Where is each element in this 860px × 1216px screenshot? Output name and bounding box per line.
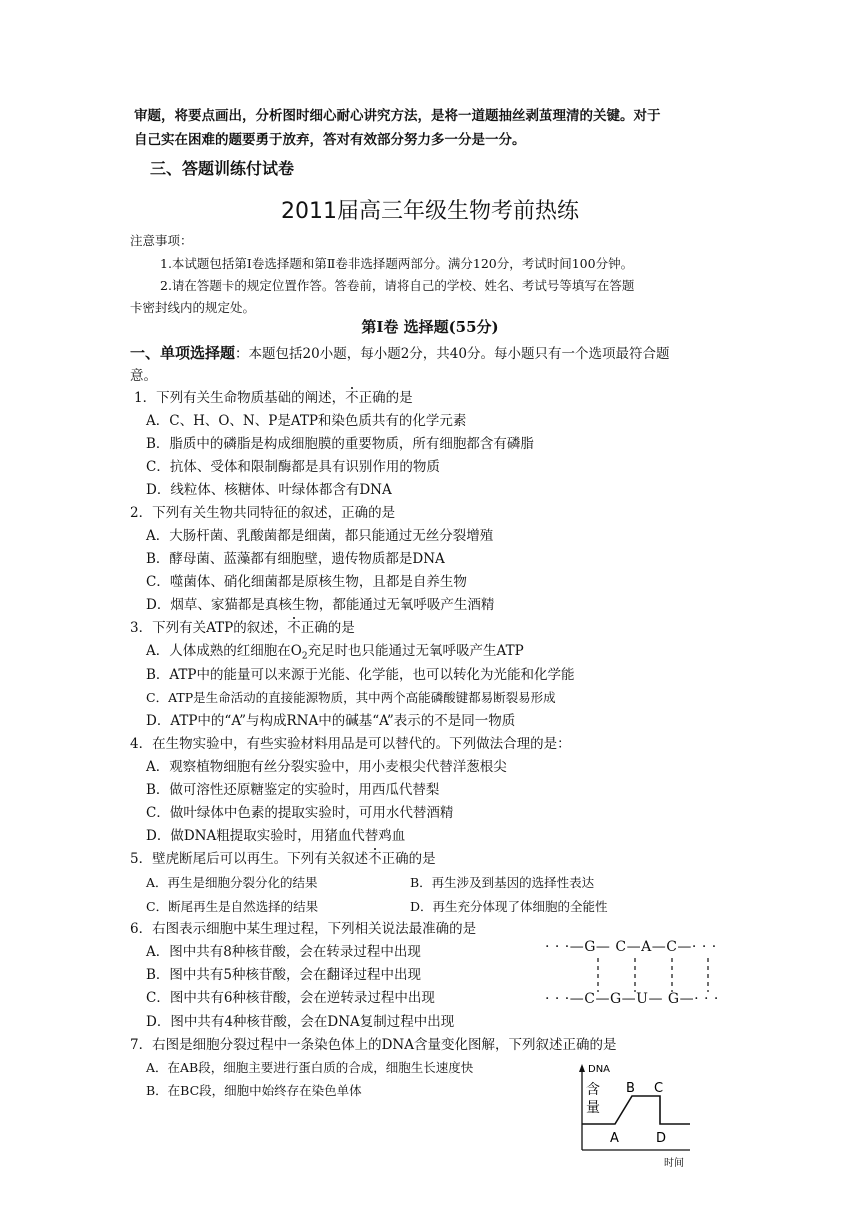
q1-stem-part-a: 1．下列有关生命物质基础的阐述， <box>134 390 346 406</box>
single-choice-desc: ：本题包括20小题，每小题2分，共40分。每小题只有一个选项最符合题 <box>235 346 670 362</box>
q1-stem <box>134 389 413 407</box>
q2-option-d: D．烟草、家猫都是真核生物，都能通过无氧呼吸产生酒精 <box>146 597 495 613</box>
point-b-label: B <box>626 1081 635 1096</box>
point-a-label: A <box>610 1131 619 1146</box>
q5-option-a: A．再生是细胞分裂分化的结果 <box>146 875 318 890</box>
point-d-label: D <box>656 1131 667 1146</box>
single-choice-label: 一、单项选择题 <box>130 344 236 362</box>
y-label-1: 含 <box>586 1082 600 1098</box>
q5-negation: 不 <box>368 851 382 867</box>
q4-stem: 4．在生物实验中，有些实验材料用品是可以替代的。下列做法合理的是： <box>130 736 571 752</box>
exam-title: 2011届高三年级生物考前热练 <box>281 199 579 224</box>
q5-option-d: D．再生充分体现了体细胞的全能性 <box>410 899 608 914</box>
q2-stem: 2．下列有关生物共同特征的叙述，正确的是 <box>130 505 396 521</box>
q5-stem-part-a: 5．壁虎断尾后可以再生。下列有关叙述 <box>130 851 369 867</box>
notice-item-1: 1.本试题包括第Ⅰ卷选择题和第Ⅱ卷非选择题两部分。满分120分，考试时间100分钟。 <box>160 256 634 271</box>
notice-item-2-line-2: 卡密封线内的规定处。 <box>130 300 256 315</box>
q3-option-c: C．ATP是生命活动的直接能源物质，其中两个高能磷酸键都易断裂易形成 <box>146 690 556 705</box>
q7-dna-content-graph <box>560 1062 710 1172</box>
q7-stem: 7．右图是细胞分裂过程中一条染色体上的DNA含量变化图解，下列叙述正确的是 <box>130 1037 617 1053</box>
q3-stem-part-a: 3．下列有关ATP的叙述， <box>130 620 288 636</box>
q3-option-a <box>146 642 524 666</box>
q1-stem-part-b: 正确的是 <box>358 390 413 406</box>
single-choice-desc-line-2: 意。 <box>130 368 157 384</box>
q3-option-a-part-1: A．人体成熟的红细胞在O <box>146 643 302 659</box>
notice-item-2-line-1: 2.请在答题卡的规定位置作答。答卷前，请将自己的学校、姓名、考试号等填写在答题 <box>160 278 635 293</box>
q6-option-d: D．图中共有4种核苷酸，会在DNA复制过程中出现 <box>146 1014 455 1030</box>
point-c-label: C <box>654 1081 664 1096</box>
q4-option-c: C．做叶绿体中色素的提取实验时，可用水代替酒精 <box>146 805 454 821</box>
q6-option-c: C．图中共有6种核苷酸，会在逆转录过程中出现 <box>146 990 435 1006</box>
q7-option-a: A．在AB段，细胞主要进行蛋白质的合成，细胞生长速度快 <box>146 1060 474 1075</box>
q6-top-strand: · · ·—G— C—A—C—· · · <box>545 939 717 955</box>
q3-option-b: B．ATP中的能量可以来源于光能、化学能，也可以转化为光能和化学能 <box>146 667 575 683</box>
q4-option-d: D．做DNA粗提取实验时，用猪血代替鸡血 <box>146 828 406 844</box>
q1-negation: 不 <box>345 390 359 406</box>
q4-option-a: A．观察植物细胞有丝分裂实验中，用小麦根尖代替洋葱根尖 <box>146 759 507 775</box>
q6-stem: 6．右图表示细胞中某生理过程，下列相关说法最准确的是 <box>130 921 477 937</box>
q4-option-b: B．做可溶性还原糖鉴定的实验时，用西瓜代替梨 <box>146 782 440 798</box>
q1-option-a: A．C、H、O、N、P是ATP和染色质共有的化学元素 <box>146 413 467 429</box>
y-label-top: DNA <box>588 1064 611 1075</box>
q3-stem-part-b: 正确的是 <box>300 620 355 636</box>
intro-line-1: 审题，将要点画出，分析图时细心耐心讲究方法，是将一道题抽丝剥茧理清的关键。对于 <box>134 108 661 124</box>
q3-option-a-part-2: 充足时也只能通过无氧呼吸产生ATP <box>307 643 524 659</box>
q3-option-d: D．ATP中的“A”与构成RNA中的碱基“A”表示的不是同一物质 <box>146 713 516 729</box>
q1-option-d: D．线粒体、核糖体、叶绿体都含有DNA <box>146 482 392 498</box>
q5-option-c: C．断尾再生是自然选择的结果 <box>146 899 319 914</box>
q6-bottom-strand: · · ·—C—G—U— G—· · · <box>545 991 719 1007</box>
q5-option-b: B．再生涉及到基因的选择性表达 <box>410 875 595 890</box>
x-label: 时间 <box>664 1158 684 1169</box>
single-choice-desc-line-1 <box>130 344 669 363</box>
q2-option-b: B．酵母菌、蓝藻都有细胞壁，遗传物质都是DNA <box>146 551 445 567</box>
part1-title: 第Ⅰ卷 选择题(55分) <box>361 318 499 336</box>
q2-option-a: A．大肠杆菌、乳酸菌都是细菌，都只能通过无丝分裂增殖 <box>146 528 494 544</box>
q6-option-b: B．图中共有5种核苷酸，会在翻译过程中出现 <box>146 967 422 983</box>
y-axis-arrow <box>579 1064 585 1072</box>
q5-stem <box>130 850 436 868</box>
q3-stem <box>130 619 355 637</box>
notice-heading: 注意事项： <box>130 233 193 248</box>
q2-option-c: C．噬菌体、硝化细菌都是原核生物，且都是自养生物 <box>146 574 467 590</box>
intro-line-2: 自己实在困难的题要勇于放弃，答对有效部分努力多一分是一分。 <box>134 132 526 148</box>
section-heading: 三、答题训练付试卷 <box>150 159 295 178</box>
q3-option-a-subscript: 2 <box>301 651 308 662</box>
q1-option-c: C．抗体、受体和限制酶都是具有识别作用的物质 <box>146 459 440 475</box>
q7-option-b: B．在BC段，细胞中始终存在染色单体 <box>146 1083 362 1098</box>
y-label-2: 量 <box>586 1100 600 1116</box>
q1-option-b: B．脂质中的磷脂是构成细胞膜的重要物质，所有细胞都含有磷脂 <box>146 436 534 452</box>
q6-option-a: A．图中共有8种核苷酸，会在转录过程中出现 <box>146 944 421 960</box>
q3-negation: 不 <box>287 620 301 636</box>
q5-stem-part-b: 正确的是 <box>381 851 436 867</box>
